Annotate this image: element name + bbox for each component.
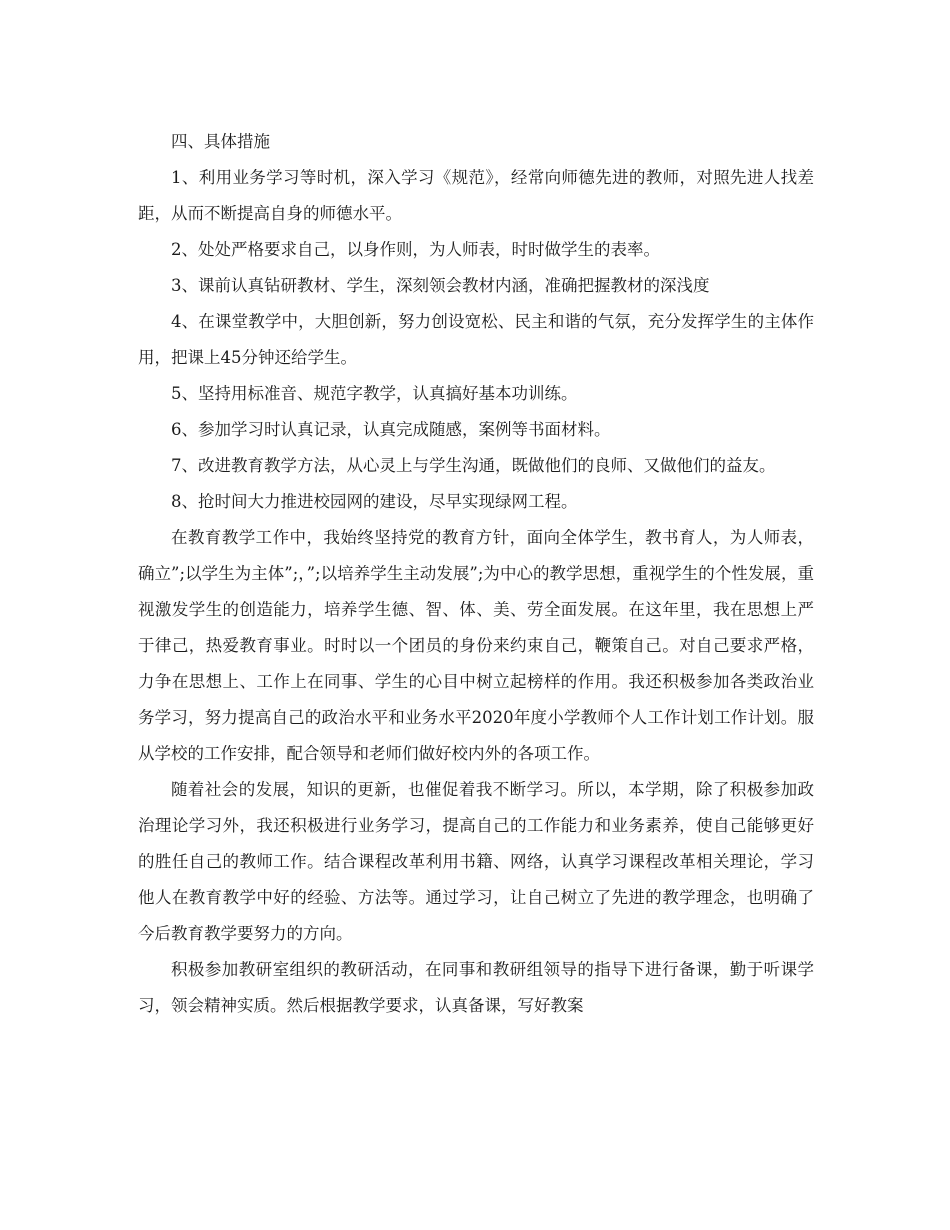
- paragraph-research: 积极参加教研室组织的教研活动，在同事和教研组领导的指导下进行备课，勤于听课学习，领会精神实质。然后根据教学要求，认真备课，写好教案: [138, 960, 814, 1015]
- paragraph-measure-7: 7、改进教育教学方法，从心灵上与学生沟通，既做他们的良师、又做他们的益友。: [171, 456, 776, 475]
- paragraph-measure-4: 4、在课堂教学中，大胆创新，努力创设宽松、民主和谐的气氛，充分发挥学生的主体作用，把课上45分钟还给学生。: [138, 312, 814, 367]
- paragraph-measure-3: 3、课前认真钻研教材、学生，深刻领会教材内涵，准确把握教材的深浅度: [171, 276, 710, 295]
- paragraph-measure-2: 2、处处严格要求自己，以身作则，为人师表，时时做学生的表率。: [171, 240, 660, 259]
- paragraph-teaching-work: 在教育教学工作中，我始终坚持党的教育方针，面向全体学生，教书育人，为人师表，确立”;以学生为主体”;，”;以培养学生主动发展”;为中心的教学思想，重视学生的个性发展，重视激发学生的创造能力，培养学生德、智、体、美、劳全面发展。在这年里，我在思想上严于律己，热爱教育事业。时时以一个团员的身份来约束自己，鞭策自己。对自己要求严格，力争在思想上、工作上在同事、学生的心目中树立起榜样的作用。我还积极参加各类政治业务学习，努力提高自己的政治水平和业务水平2020年度小学教师个人工作计划工作计划。服从学校的工作安排，配合领导和老师们做好校内外的各项工作。: [138, 528, 814, 763]
- paragraph-learning: 随着社会的发展，知识的更新，也催促着我不断学习。所以，本学期，除了积极参加政治理论学习外，我还积极进行业务学习，提高自己的工作能力和业务素养，使自己能够更好的胜任自己的教师工作。结合课程改革利用书籍、网络，认真学习课程改革相关理论，学习他人在教育教学中好的经验、方法等。通过学习，让自己树立了先进的教学理念，也明确了今后教育教学要努力的方向。: [138, 780, 814, 943]
- section-heading: 四、具体措施: [171, 132, 270, 151]
- paragraph-measure-1: 1、利用业务学习等时机，深入学习《规范》，经常向师德先进的教师，对照先进人找差距，从而不断提高自身的师德水平。: [138, 168, 814, 223]
- paragraph-measure-8: 8、抢时间大力推进校园网的建设，尽早实现绿网工程。: [171, 492, 578, 511]
- paragraph-measure-6: 6、参加学习时认真记录，认真完成随感，案例等书面材料。: [171, 420, 611, 439]
- document-body: [138, 124, 814, 1024]
- paragraph-measure-5: 5、坚持用标准音、规范字教学，认真搞好基本功训练。: [171, 384, 578, 403]
